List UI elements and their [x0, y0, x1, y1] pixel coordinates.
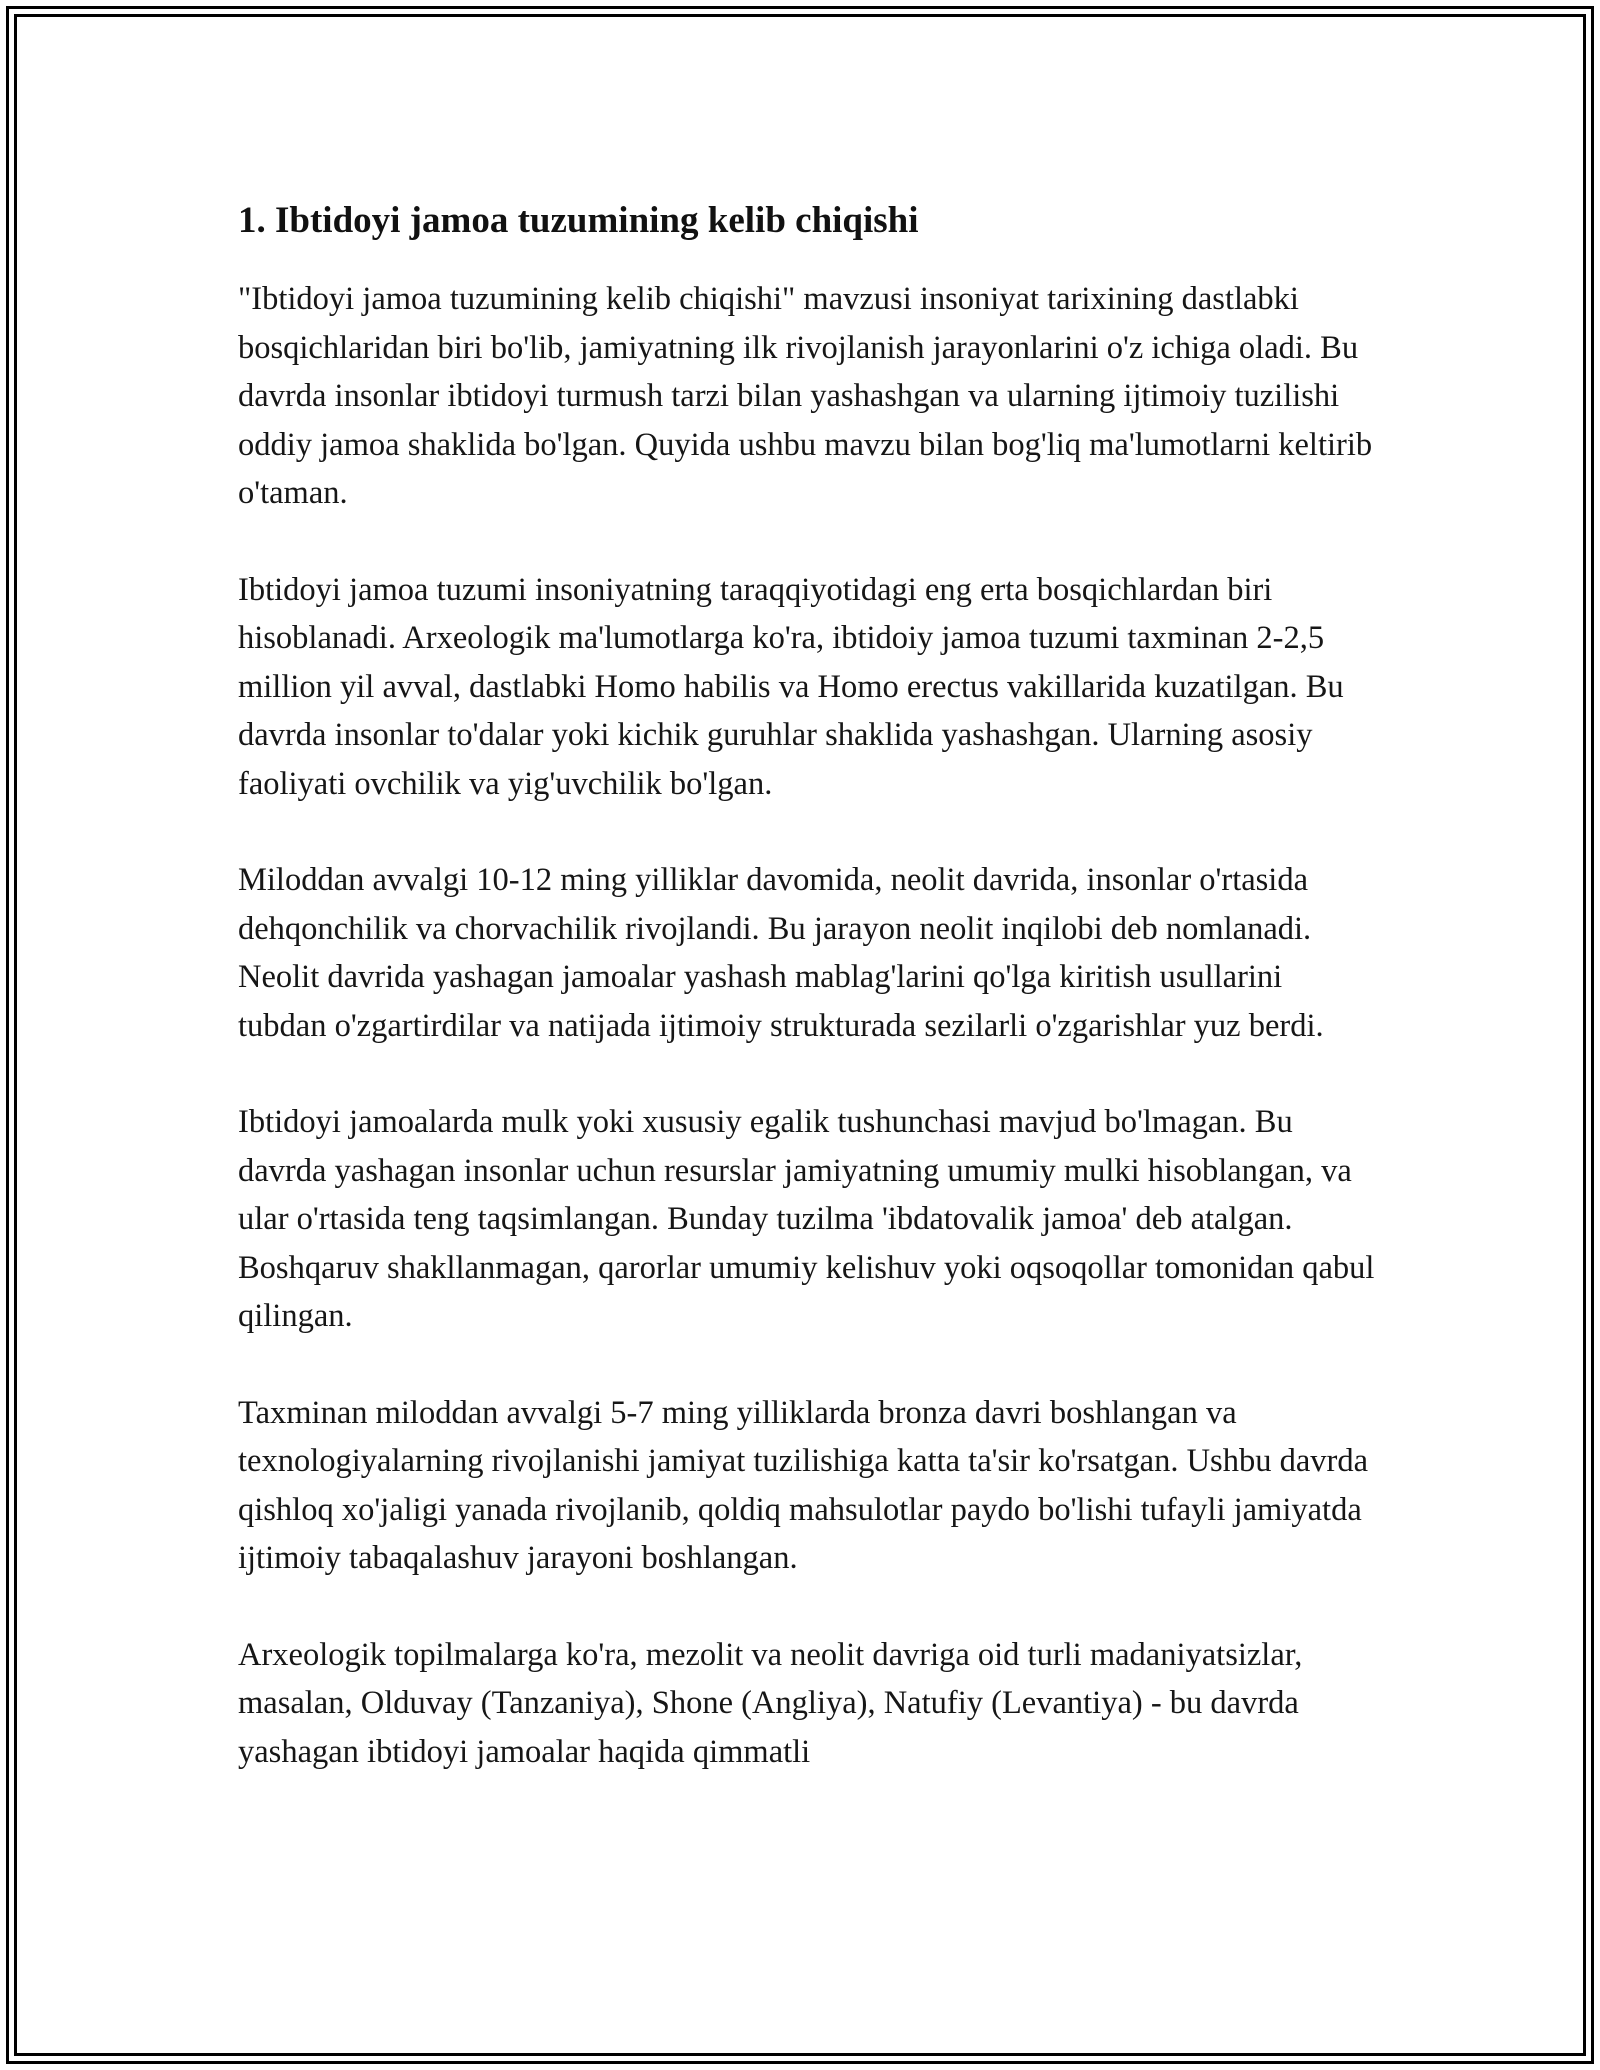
- page-border: [6, 6, 1594, 2064]
- paragraph-5: Taxminan miloddan avvalgi 5-7 ming yilliklarda bronza davri boshlangan va texnologiyalarning rivojlanishi jamiyat tuzilishiga katta ta'sir ko'rsatgan. Ushbu davrda qishloq xo'jaligi yanada rivojlanib, qoldiq mahsulotlar paydo bo'lishi tufayli jamiyatda ijtimoiy tabaqalashuv jarayoni boshlangan.: [238, 1394, 1368, 1576]
- paragraph-6: Arxeologik topilmalarga ko'ra, mezolit va neolit davriga oid turli madaniyatsizlar, masalan, Olduvay (Tanzaniya), Shone (Angliya), Natufiy (Levantiya) - bu davrda yashagan ibtidoyi jamoalar haqida qimmatli: [238, 1636, 1303, 1770]
- section-heading: 1. Ibtidoyi jamoa tuzumining kelib chiqishi: [238, 200, 919, 241]
- paragraph-4: Ibtidoyi jamoalarda mulk yoki xususiy egalik tushunchasi mavjud bo'lmagan. Bu davrda yashagan insonlar uchun resurslar jamiyatning umumiy mulki hisoblangan, va ular o'rtasida teng taqsimlangan. Bunday tuzilma 'ibdatovalik jamoa' deb atalgan. Boshqaruv shakllanmagan, qarorlar umumiy kelishuv yoki oqsoqollar tomonidan qabul qilingan.: [238, 1104, 1375, 1334]
- paragraph-1: "Ibtidoyi jamoa tuzumining kelib chiqishi" mavzusi insoniyat tarixining dastlabki bosqichlaridan biri bo'lib, jamiyatning ilk rivojlanish jarayonlarini o'z ichiga oladi. Bu davrda insonlar ibtidoyi turmush tarzi bilan yashashgan va ularning ijtimoiy tuzilishi oddiy jamoa shaklida bo'lgan. Quyida ushbu mavzu bilan bog'liq ma'lumotlarni keltirib o'taman.: [238, 281, 1373, 511]
- paragraph-3: Miloddan avvalgi 10-12 ming yilliklar davomida, neolit davrida, insonlar o'rtasida dehqonchilik va chorvachilik rivojlandi. Bu jarayon neolit inqilobi deb nomlanadi. Neolit davrida yashagan jamoalar yashash mablag'larini qo'lga kiritish usullarini tubdan o'zgartirdilar va natijada ijtimoiy strukturada sezilarli o'zgarishlar yuz berdi.: [238, 862, 1324, 1044]
- document-body: [238, 195, 1378, 1824]
- paragraph-2: Ibtidoyi jamoa tuzumi insoniyatning taraqqiyotidagi eng erta bosqichlardan biri hisoblanadi. Arxeologik ma'lumotlarga ko'ra, ibtidoiy jamoa tuzumi taxminan 2-2,5 million yil avval, dastlabki Homo habilis va Homo erectus vakillarida kuzatilgan. Bu davrda insonlar to'dalar yoki kichik guruhlar shaklida yashashgan. Ularning asosiy faoliyati ovchilik va yig'uvchilik bo'lgan.: [238, 571, 1344, 802]
